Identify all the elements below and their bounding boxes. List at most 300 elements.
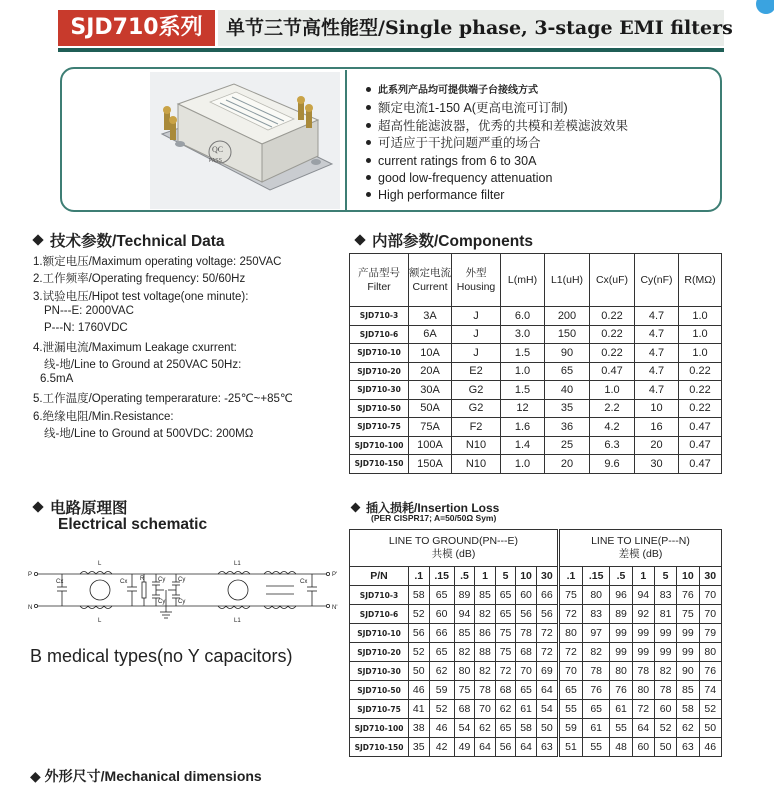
loss-cell: 35 [409,738,430,757]
loss-cell: 58 [409,586,430,605]
components-table-body [350,307,722,474]
loss-cell: 69 [536,662,558,681]
table-cell: 1.5 [501,344,545,363]
table-row [350,700,722,719]
model-cell: SJD710-30 [350,662,409,681]
loss-cell: 78 [654,681,676,700]
loss-cell: 72 [536,643,558,662]
cx-label: Cx [56,579,64,585]
table-row [350,418,722,437]
loss-cell: 56 [409,624,430,643]
loss-cell: 65 [516,681,537,700]
loss-cell: 72 [495,662,516,681]
loss-cell: 64 [632,719,654,738]
table-row [350,719,722,738]
frequency-header: .1 [558,567,582,586]
table-cell: 1.0 [679,307,722,326]
p-out-label: P' [332,572,338,578]
loss-cell: 66 [536,586,558,605]
frequency-header: .5 [454,567,475,586]
loss-cell: 82 [654,662,676,681]
cx-label: Cx [120,579,128,585]
loss-cell: 62 [429,662,454,681]
loss-cell: 75 [495,624,516,643]
table-cell: 20 [635,436,679,455]
table-cell: 10A [409,344,452,363]
loss-cell: 52 [699,700,721,719]
loss-cell: 62 [475,719,496,738]
table-row [350,738,722,757]
loss-cell: 83 [582,605,609,624]
loss-cell: 50 [654,738,676,757]
table-cell: 4.7 [635,381,679,400]
l1-label: L1 [234,561,241,567]
table-row [350,586,722,605]
loss-cell: 89 [610,605,632,624]
common-mode-group: LINE TO GROUND(PN---E) 共模 (dB) [350,530,559,567]
table-cell: 4.2 [590,418,635,437]
loss-cell: 65 [429,586,454,605]
model-cell: SJD710-75 [350,700,409,719]
loss-cell: 82 [475,605,496,624]
table-cell: 150A [409,455,452,474]
loss-cell: 52 [654,719,676,738]
loss-cell: 85 [454,624,475,643]
table-row [350,605,722,624]
page-title: 单节三节高性能型/Single phase, 3-stage EMI filters [218,10,724,46]
table-cell: 3.0 [501,325,545,344]
insertion-loss-table-body [350,586,722,757]
table-cell: 90 [545,344,590,363]
p-in-label: P [28,572,33,578]
technical-data-heading: 技术参数/Technical Data [30,229,225,251]
tech-line: 线-地/Line to Ground at 250VAC 50Hz: [44,359,242,371]
loss-cell: 65 [429,643,454,662]
loss-cell: 65 [495,719,516,738]
loss-cell: 80 [582,586,609,605]
table-cell: 6.3 [590,436,635,455]
components-table [349,253,722,474]
diamond-bullet-icon [354,234,365,245]
medical-note: B medical types(no Y capacitors) [30,646,293,666]
table-cell: 3A [409,307,452,326]
tech-line: 3.试验电压/Hipot test voltage(one minute): [33,291,249,303]
col-cy: Cy(nF) [635,254,679,307]
table-cell: 4.7 [635,344,679,363]
model-cell: SJD710-10 [350,624,409,643]
loss-cell: 61 [516,700,537,719]
loss-cell: 56 [536,605,558,624]
col-current: 额定电流 Current [409,254,452,307]
table-cell: 1.0 [590,381,635,400]
table-cell: 1.0 [679,344,722,363]
feature-item: current ratings from 6 to 30A [366,154,536,168]
loss-cell: 65 [558,681,582,700]
frequency-header: 30 [536,567,558,586]
product-photo [150,72,340,209]
corner-dot [756,0,774,14]
table-row [350,362,722,381]
loss-cell: 70 [699,586,721,605]
table-cell: 1.4 [501,436,545,455]
feature-item: good low-frequency attenuation [366,171,552,185]
tech-line: 6.绝缘电阻/Min.Resistance: [33,411,174,423]
table-cell: 20A [409,362,452,381]
loss-cell: 99 [632,624,654,643]
loss-cell: 70 [699,605,721,624]
table-header-row [350,567,722,586]
frequency-header: .1 [409,567,430,586]
electrical-schematic [28,556,340,628]
loss-cell: 61 [582,719,609,738]
tech-line: 线-地/Line to Ground at 500VDC: 200MΩ [44,428,254,440]
filter-photo-illustration [150,72,340,209]
qc-mark: QC [212,145,224,154]
loss-cell: 55 [610,719,632,738]
loss-cell: 68 [516,643,537,662]
pass-mark: PASS [209,158,222,164]
table-cell: 1.0 [679,325,722,344]
loss-cell: 78 [516,624,537,643]
table-cell: 4.7 [635,325,679,344]
loss-cell: 99 [610,624,632,643]
model-cell: SJD710-20 [350,643,409,662]
table-cell: N10 [452,436,501,455]
col-r: R(MΩ) [679,254,722,307]
loss-cell: 80 [699,643,721,662]
feature-item: 超高性能滤波器，优秀的共模和差模滤波效果 [366,116,628,134]
loss-cell: 80 [610,662,632,681]
loss-cell: 89 [454,586,475,605]
loss-cell: 50 [409,662,430,681]
loss-cell: 70 [516,662,537,681]
schematic-heading: 电路原理图 [30,496,128,518]
loss-cell: 52 [409,643,430,662]
loss-cell: 60 [654,700,676,719]
loss-cell: 85 [475,586,496,605]
loss-cell: 81 [654,605,676,624]
table-cell: 6A [409,325,452,344]
loss-cell: 60 [516,586,537,605]
loss-cell: 60 [632,738,654,757]
table-cell: 0.47 [679,418,722,437]
loss-cell: 90 [677,662,699,681]
col-l: L(mH) [501,254,545,307]
loss-cell: 63 [536,738,558,757]
col-l1: L1(uH) [545,254,590,307]
frequency-header: .15 [429,567,454,586]
loss-cell: 61 [610,700,632,719]
table-cell: J [452,325,501,344]
table-cell: N10 [452,455,501,474]
table-cell: 30 [635,455,679,474]
loss-cell: 80 [558,624,582,643]
loss-cell: 75 [677,605,699,624]
loss-cell: 83 [654,586,676,605]
loss-cell: 62 [495,700,516,719]
loss-cell: 68 [454,700,475,719]
loss-cell: 46 [409,681,430,700]
model-cell: SJD710-100 [350,436,409,455]
loss-cell: 55 [582,738,609,757]
schematic-heading-en: Electrical schematic [58,516,208,533]
model-cell: SJD710-6 [350,605,409,624]
loss-cell: 72 [536,624,558,643]
table-cell: 30A [409,381,452,400]
table-cell: 6.0 [501,307,545,326]
loss-cell: 54 [536,700,558,719]
loss-cell: 94 [454,605,475,624]
loss-cell: 76 [699,662,721,681]
table-cell: 0.22 [679,381,722,400]
loss-cell: 46 [699,738,721,757]
table-cell: 1.0 [501,455,545,474]
table-row [350,344,722,363]
loss-cell: 64 [516,738,537,757]
frequency-header: 10 [516,567,537,586]
model-cell: SJD710-150 [350,738,409,757]
table-row [350,643,722,662]
r-label: R [140,576,145,582]
tech-line: 5.工作温度/Operating temperarature: -25℃~+85℃ [33,393,293,405]
model-cell: SJD710-50 [350,681,409,700]
loss-cell: 76 [610,681,632,700]
table-cell: 40 [545,381,590,400]
table-cell: 10 [635,399,679,418]
table-row [350,307,722,326]
loss-cell: 64 [475,738,496,757]
loss-cell: 94 [632,586,654,605]
tech-line: 6.5mA [40,373,74,385]
col-housing: 外型 Housing [452,254,501,307]
loss-cell: 56 [516,605,537,624]
table-group-row [350,530,722,567]
col-model: 产品型号 Filter [350,254,409,307]
loss-cell: 55 [558,700,582,719]
table-cell: 1.0 [501,362,545,381]
loss-cell: 72 [558,643,582,662]
frequency-header: 5 [495,567,516,586]
model-cell: SJD710-150 [350,455,409,474]
loss-cell: 54 [454,719,475,738]
loss-cell: 72 [558,605,582,624]
table-cell: 0.22 [679,399,722,418]
table-row [350,455,722,474]
cx-label: Cx [300,579,308,585]
table-row [350,436,722,455]
table-cell: 150 [545,325,590,344]
insertion-loss-subtitle: (PER CISPR17; A=50/50Ω Sym) [371,513,497,523]
loss-cell: 46 [429,719,454,738]
loss-cell: 51 [558,738,582,757]
loss-cell: 79 [699,624,721,643]
diamond-bullet-icon [351,503,361,513]
loss-cell: 59 [558,719,582,738]
loss-cell: 86 [475,624,496,643]
loss-cell: 92 [632,605,654,624]
loss-cell: 80 [454,662,475,681]
frequency-header: .5 [610,567,632,586]
table-cell: 0.22 [590,325,635,344]
loss-cell: 97 [582,624,609,643]
loss-cell: 75 [495,643,516,662]
loss-cell: 82 [454,643,475,662]
model-cell: SJD710-50 [350,399,409,418]
table-row [350,681,722,700]
model-cell: SJD710-100 [350,719,409,738]
l-label: L [98,618,102,624]
tech-line: 1.额定电压/Maximum operating voltage: 250VAC [33,256,282,268]
loss-cell: 72 [632,700,654,719]
components-heading: 内部参数/Components [352,229,533,251]
feature-item: 此系列产品均可提供端子台接线方式 [366,81,538,96]
loss-cell: 41 [409,700,430,719]
loss-cell: 38 [409,719,430,738]
table-cell: J [452,307,501,326]
insertion-loss-heading: 插入损耗/Insertion Loss [352,499,499,516]
table-cell: 12 [501,399,545,418]
table-cell: 0.47 [590,362,635,381]
tech-line: P---N: 1760VDC [44,322,128,334]
loss-cell: 52 [409,605,430,624]
n-out-label: N' [332,605,338,611]
table-cell: 65 [545,362,590,381]
header-rule [58,48,724,52]
loss-cell: 68 [495,681,516,700]
table-cell: 25 [545,436,590,455]
cy-label: Cy [158,577,166,583]
col-pn: P/N [350,567,409,586]
frequency-header: 30 [699,567,721,586]
table-cell: E2 [452,362,501,381]
next-section-heading-cut: ◆ 外形尺寸/Mechanical dimensions [30,768,262,784]
frequency-header: 1 [475,567,496,586]
loss-cell: 78 [475,681,496,700]
feature-item: 额定电流1-150 A(更高电流可订制) [366,98,568,116]
insertion-loss-table [349,529,722,757]
feature-item: 可适应于干扰问题严重的场合 [366,133,541,151]
diamond-bullet-icon [32,234,43,245]
loss-cell: 59 [429,681,454,700]
loss-cell: 63 [677,738,699,757]
diamond-bullet-icon [32,501,43,512]
table-header-row [350,254,722,307]
loss-cell: 42 [429,738,454,757]
model-cell: SJD710-30 [350,381,409,400]
loss-cell: 58 [516,719,537,738]
loss-cell: 78 [582,662,609,681]
table-cell: F2 [452,418,501,437]
panel-divider [345,70,347,210]
table-cell: 9.6 [590,455,635,474]
n-in-label: N [28,605,33,611]
loss-cell: 58 [677,700,699,719]
series-badge: SJD710系列 [58,10,215,46]
frequency-header: .15 [582,567,609,586]
table-cell: 0.22 [679,362,722,381]
table-cell: 36 [545,418,590,437]
loss-cell: 70 [558,662,582,681]
frequency-header: 10 [677,567,699,586]
table-cell: 75A [409,418,452,437]
table-cell: 200 [545,307,590,326]
table-row [350,325,722,344]
loss-cell: 99 [632,643,654,662]
table-cell: G2 [452,399,501,418]
table-cell: 16 [635,418,679,437]
table-row [350,662,722,681]
loss-cell: 60 [429,605,454,624]
loss-cell: 76 [582,681,609,700]
loss-cell: 99 [654,624,676,643]
l-label: L [98,561,102,567]
loss-cell: 96 [610,586,632,605]
loss-cell: 65 [495,586,516,605]
table-cell: 0.47 [679,436,722,455]
table-cell: 100A [409,436,452,455]
loss-cell: 99 [610,643,632,662]
table-row [350,381,722,400]
model-cell: SJD710-3 [350,586,409,605]
loss-cell: 88 [475,643,496,662]
model-cell: SJD710-20 [350,362,409,381]
model-cell: SJD710-75 [350,418,409,437]
frequency-header: 5 [654,567,676,586]
table-cell: G2 [452,381,501,400]
table-cell: 20 [545,455,590,474]
table-cell: 1.5 [501,381,545,400]
loss-cell: 76 [677,586,699,605]
table-cell: 2.2 [590,399,635,418]
loss-cell: 48 [610,738,632,757]
table-cell: 0.22 [590,307,635,326]
loss-cell: 82 [582,643,609,662]
table-cell: 1.6 [501,418,545,437]
loss-cell: 64 [536,681,558,700]
loss-cell: 50 [536,719,558,738]
loss-cell: 75 [454,681,475,700]
model-cell: SJD710-10 [350,344,409,363]
tech-line: 2.工作频率/Operating frequency: 50/60Hz [33,273,246,285]
col-cx: Cx(uF) [590,254,635,307]
loss-cell: 65 [582,700,609,719]
l1-label: L1 [234,618,241,624]
differential-mode-group: LINE TO LINE(P---N) 差模 (dB) [558,530,721,567]
cy-label: Cy [178,577,186,583]
table-cell: J [452,344,501,363]
loss-cell: 65 [495,605,516,624]
cy-label: Cy [158,599,166,605]
table-cell: 4.7 [635,307,679,326]
model-cell: SJD710-6 [350,325,409,344]
loss-cell: 52 [429,700,454,719]
loss-cell: 85 [677,681,699,700]
table-row [350,624,722,643]
table-cell: 0.22 [590,344,635,363]
table-cell: 35 [545,399,590,418]
loss-cell: 78 [632,662,654,681]
loss-cell: 99 [654,643,676,662]
loss-cell: 56 [495,738,516,757]
table-cell: 4.7 [635,362,679,381]
loss-cell: 70 [475,700,496,719]
loss-cell: 49 [454,738,475,757]
loss-cell: 50 [699,719,721,738]
loss-cell: 99 [677,643,699,662]
table-row [350,399,722,418]
loss-cell: 62 [677,719,699,738]
table-cell: 50A [409,399,452,418]
